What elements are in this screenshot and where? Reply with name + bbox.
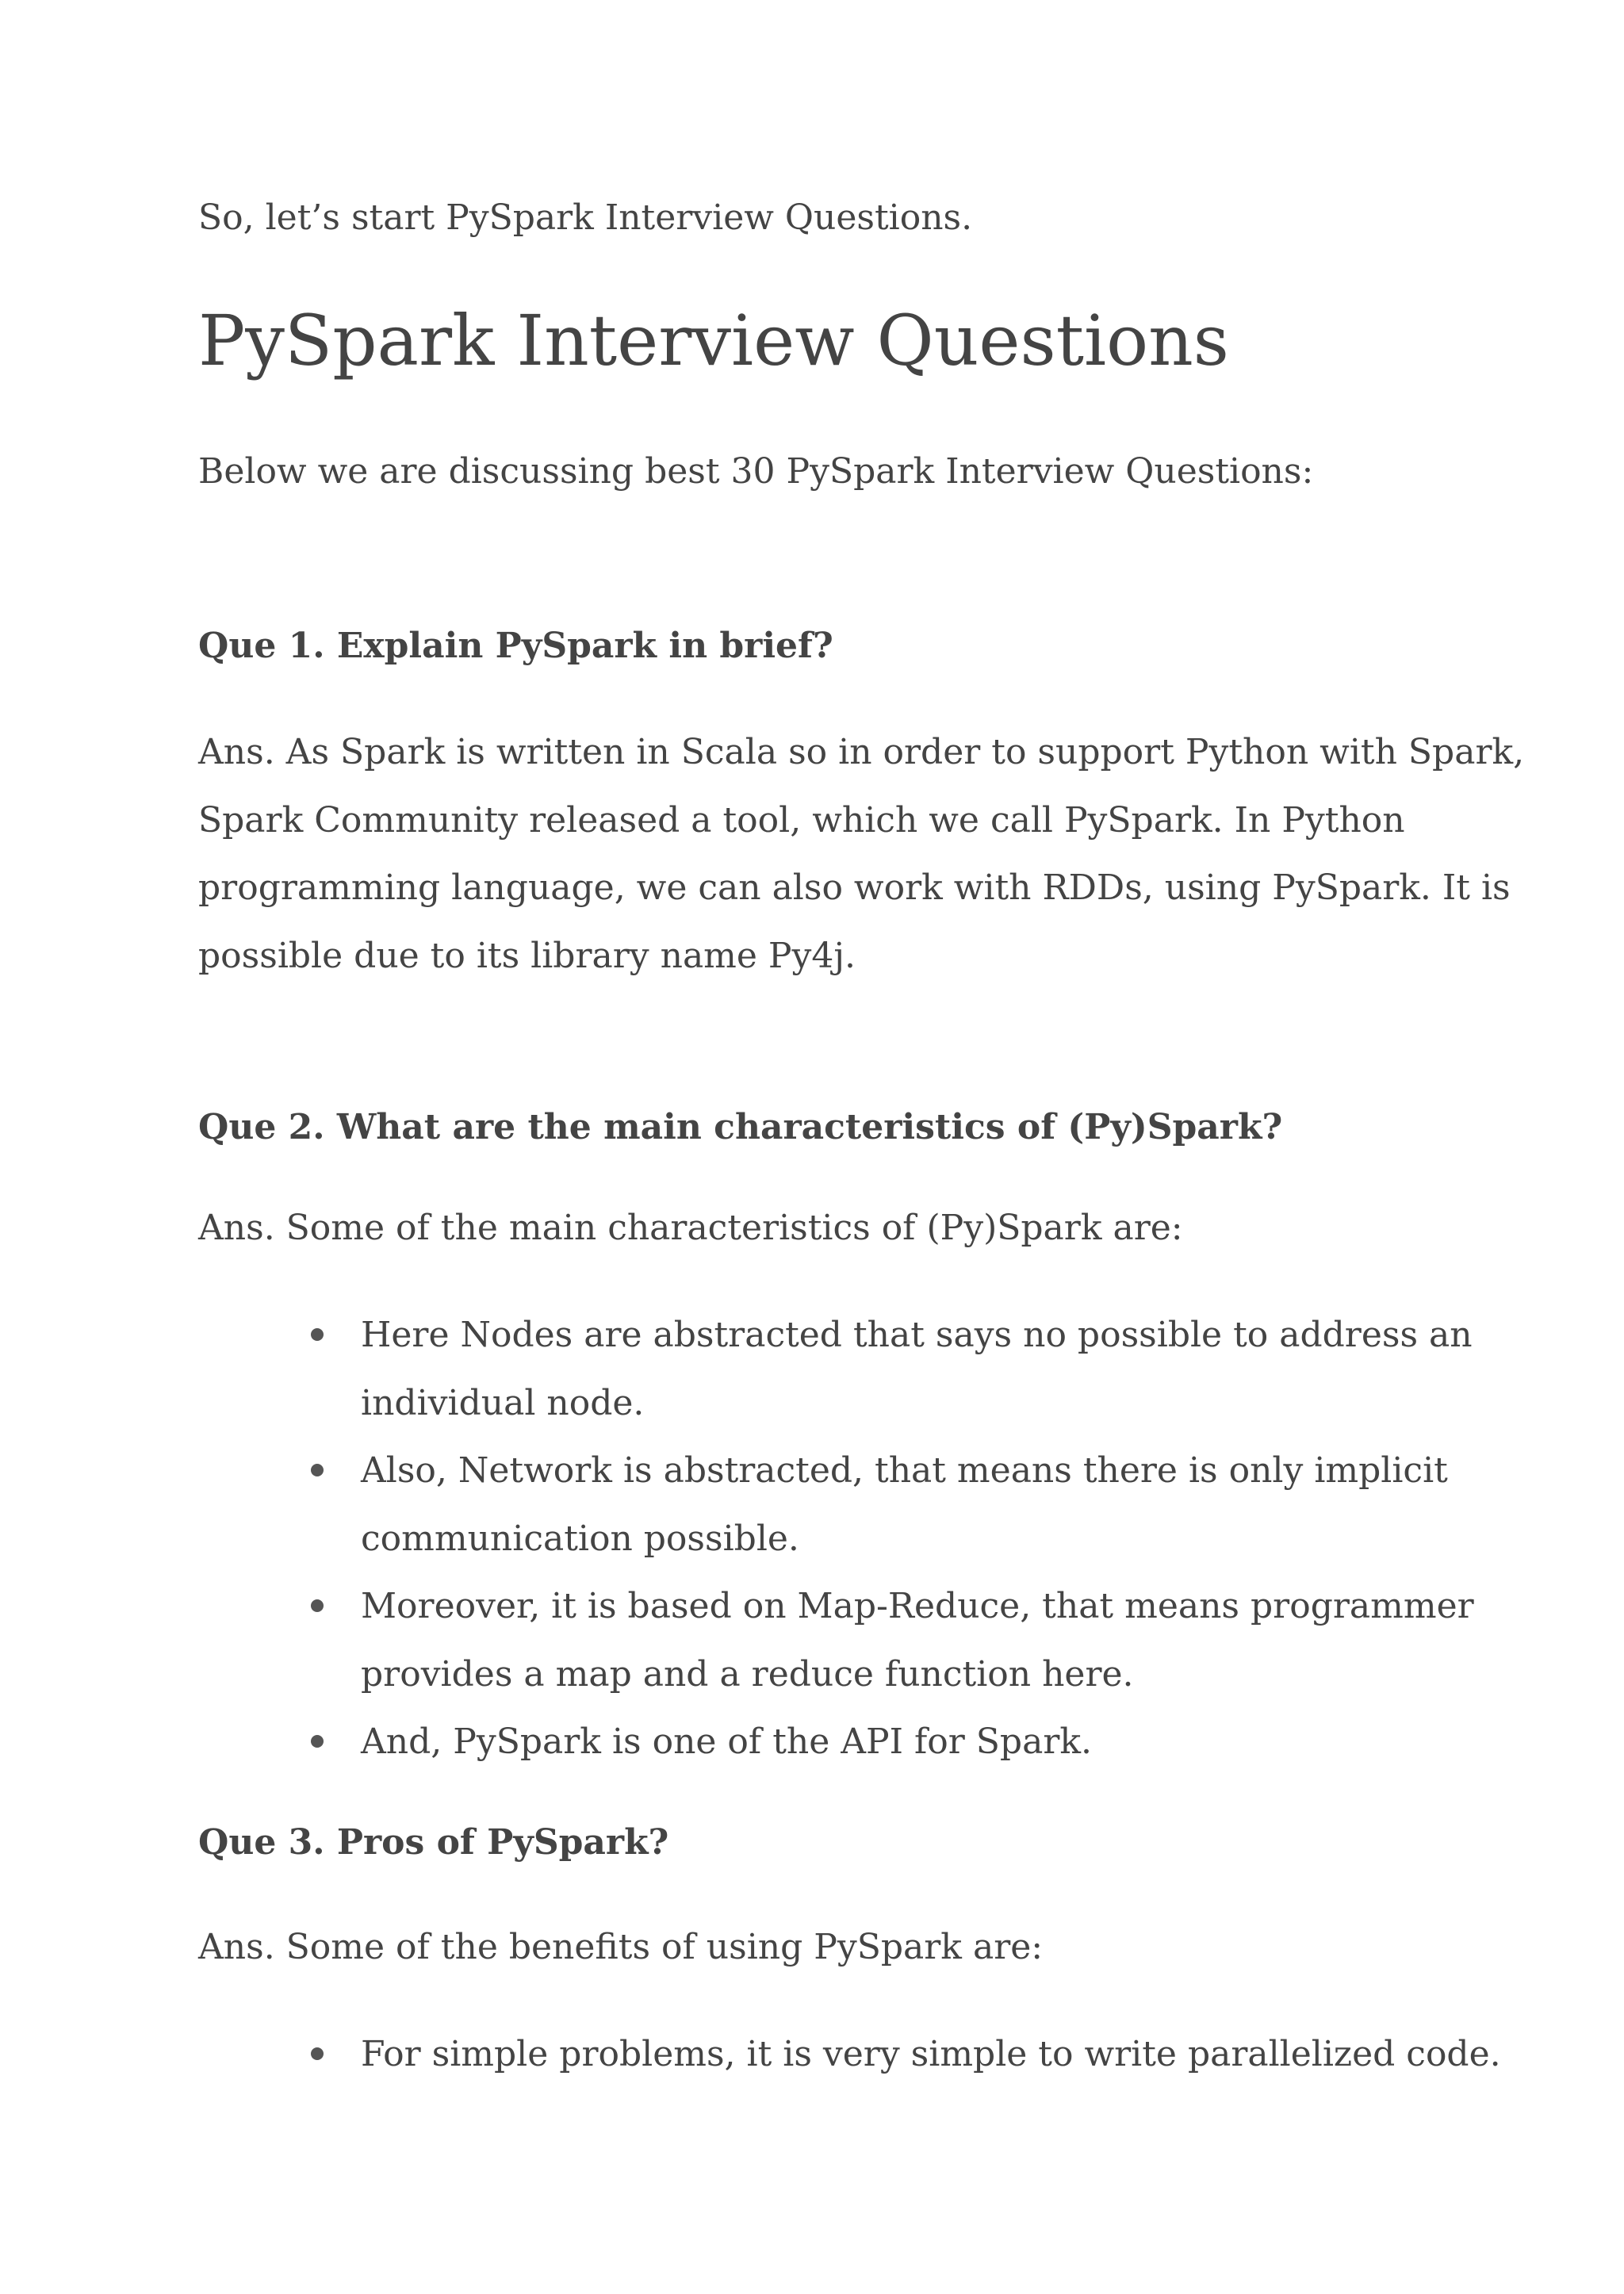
page-title: PySpark Interview Questions xyxy=(198,300,1229,381)
question-3-bullet-list xyxy=(309,2020,1501,2089)
answer-line: possible due to its library name Py4j. xyxy=(198,935,856,976)
answer-line: Ans. As Spark is written in Scala so in order to support Python with Spark, xyxy=(198,732,1525,772)
list-item: Moreover, it is based on Map-Reduce, that means programmer provides a map and a reduce function here. xyxy=(309,1572,1474,1708)
bullet-icon xyxy=(311,1464,324,1476)
question-2-answer: Ans. Some of the main characteristics of (Py)Spark are: xyxy=(198,1208,1183,1248)
question-2-bullet-list xyxy=(309,1301,1474,1776)
bullet-icon xyxy=(311,1328,324,1341)
intro-text: So, let’s start PySpark Interview Questions. xyxy=(198,197,973,238)
list-item: For simple problems, it is very simple to write parallelized code. xyxy=(309,2020,1501,2089)
answer-line: Spark Community released a tool, which we call PySpark. In Python xyxy=(198,799,1405,841)
question-3-answer: Ans. Some of the benefits of using PySpark are: xyxy=(198,1927,1044,1967)
list-item: Here Nodes are abstracted that says no possible to address an individual node. xyxy=(309,1301,1474,1437)
bullet-icon xyxy=(311,2047,324,2060)
bullet-icon xyxy=(311,1599,324,1612)
answer-line: programming language, we can also work with RDDs, using PySpark. It is xyxy=(198,867,1511,908)
list-item: And, PySpark is one of the API for Spark. xyxy=(309,1708,1474,1776)
question-2-heading: Que 2. What are the main characteristics of (Py)Spark? xyxy=(198,1107,1283,1147)
list-item: Also, Network is abstracted, that means there is only implicit communication possible. xyxy=(309,1437,1474,1572)
question-1-heading: Que 1. Explain PySpark in brief? xyxy=(198,626,833,666)
bullet-icon xyxy=(311,1735,324,1748)
lead-text: Below we are discussing best 30 PySpark Interview Questions: xyxy=(198,451,1314,492)
question-3-heading: Que 3. Pros of PySpark? xyxy=(198,1822,669,1863)
question-1-answer xyxy=(198,718,1524,990)
